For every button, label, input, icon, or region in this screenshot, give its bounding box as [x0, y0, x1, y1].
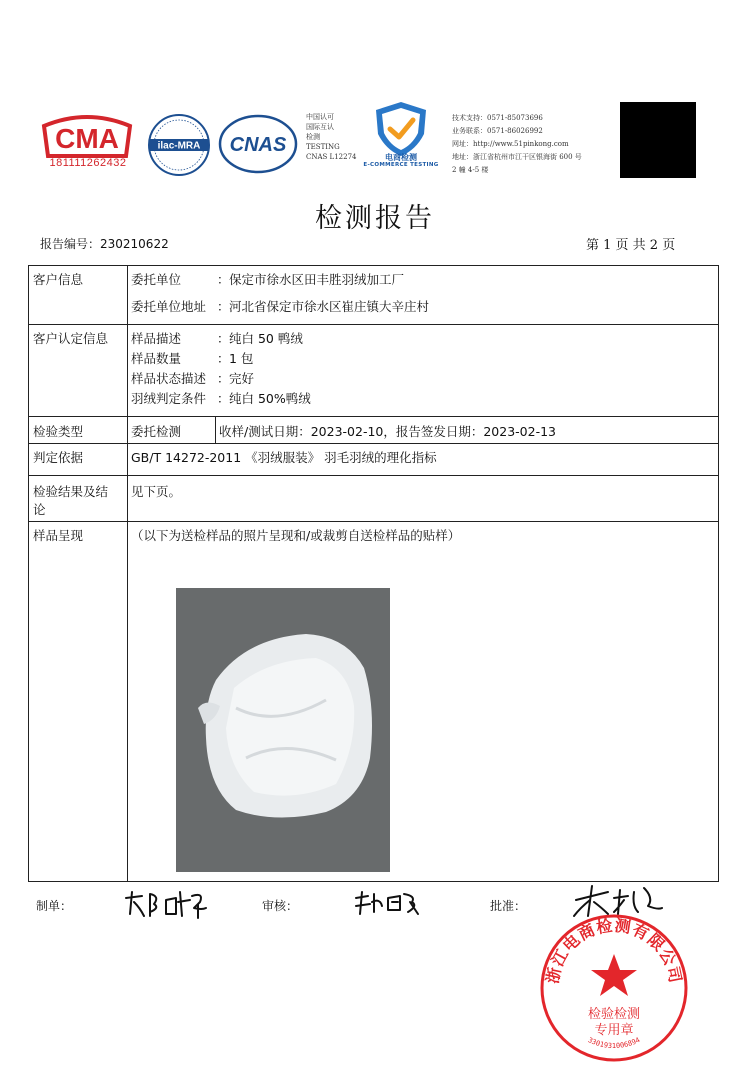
column-divider: [215, 416, 216, 443]
down-criteria-colon: ：: [217, 391, 230, 406]
row-divider: [29, 324, 718, 325]
row-divider: [29, 521, 718, 522]
client-address-label: 委托单位地址: [131, 299, 207, 314]
contact-info: [452, 112, 582, 177]
sample-photo: [176, 588, 390, 872]
client-address-colon: ：: [217, 299, 230, 314]
cma-code: 181111262432: [49, 157, 127, 169]
inspection-type-label: 检验类型: [33, 424, 84, 439]
cert-line: CNAS L12274: [306, 153, 357, 161]
sample-condition-colon: ：: [217, 371, 230, 386]
reviewed-by-signature: [352, 888, 422, 918]
client-name-colon: ：: [217, 272, 230, 287]
inspection-type-value: 委托检测: [131, 424, 182, 439]
basis-value: GB/T 14272-2011 《羽绒服装》 羽毛羽绒的理化指标: [131, 450, 437, 465]
company-seal: [538, 912, 690, 1064]
approved-by-label: 批准：: [490, 899, 527, 913]
prepared-by-label: 制单：: [36, 899, 73, 913]
contact-line: 地址：浙江省杭州市江干区银海街 600 号: [452, 153, 582, 161]
client-name-value: 保定市徐水区田丰胜羽绒加工厂: [229, 272, 405, 287]
accreditation-text: [306, 112, 356, 162]
sample-description-label: 样品描述: [131, 331, 182, 346]
cert-line: 国际互认: [306, 123, 334, 131]
ecommerce-testing-en: E-COMMERCE TESTING: [363, 162, 439, 168]
cnas-logo: [218, 114, 298, 174]
client-confirmed-label: 客户认定信息: [33, 331, 109, 346]
report-title: 检测报告: [315, 203, 435, 234]
basis-label: 判定依据: [33, 450, 84, 465]
reviewed-by-label: 审核：: [262, 899, 299, 913]
seal-company-name: 浙江电商检测有限公司: [542, 915, 686, 986]
client-address-value: 河北省保定市徐水区崔庄镇大辛庄村: [229, 299, 430, 314]
cert-line: TESTING: [306, 143, 340, 151]
sample-quantity-value: 1 包: [229, 351, 254, 366]
column-divider: [127, 266, 128, 881]
sample-condition-label: 样品状态描述: [131, 371, 207, 386]
sample-view-note: （以下为送检样品的照片呈现和/或裁剪自送检样品的贴样）: [131, 528, 461, 543]
sample-condition-value: 完好: [229, 371, 255, 386]
down-criteria-label: 羽绒判定条件: [131, 391, 207, 406]
sample-quantity-label: 样品数量: [131, 351, 182, 366]
ecommerce-testing-cn: 电商检测: [385, 153, 417, 162]
client-name-label: 委托单位: [131, 272, 182, 287]
conclusion-value: 见下页。: [131, 484, 182, 499]
row-divider: [29, 416, 718, 417]
row-divider: [29, 475, 718, 476]
cert-line: 中国认可: [306, 113, 334, 121]
sample-description-value: 纯白 50 鸭绒: [229, 331, 303, 346]
conclusion-label-line2: 论: [33, 502, 46, 517]
sample-view-label: 样品呈现: [33, 528, 84, 543]
cnas-text: CNAS: [229, 134, 287, 156]
seal-center-line1: 检验检测: [587, 1007, 641, 1022]
ecommerce-testing-shield-icon: [366, 100, 436, 158]
sample-description-colon: ：: [217, 331, 230, 346]
report-number: 报告编号：230210622: [40, 237, 169, 251]
client-info-label: 客户信息: [33, 272, 84, 287]
svg-text:3301931006894: [587, 1036, 642, 1050]
conclusion-label-line1: 检验结果及结: [33, 484, 109, 499]
sample-quantity-colon: ：: [217, 351, 230, 366]
page-number: 第 1 页 共 2 页: [586, 238, 676, 253]
cert-line: 检测: [306, 133, 320, 141]
down-criteria-value: 纯白 50%鸭绒: [229, 391, 311, 406]
seal-center-line2: 专用章: [594, 1023, 634, 1038]
seal-number: 3301931006894: [586, 1036, 642, 1051]
qr-code: [620, 102, 696, 178]
row-divider: [29, 443, 718, 444]
ilac-mra-logo: [146, 112, 212, 178]
seal-star-icon: [591, 954, 637, 996]
contact-line: 业务联系：0571-86026992: [452, 127, 543, 135]
inspection-dates: 收样/测试日期：2023-02-10，报告签发日期：2023-02-13: [219, 424, 557, 439]
contact-line: 技术支持：0571-85073696: [452, 114, 543, 122]
contact-line: 2 幢 4-5 楼: [452, 166, 489, 174]
prepared-by-signature: [120, 886, 210, 920]
ilac-mra-text: ilac-MRA: [157, 140, 201, 152]
cma-logo-text: CMA: [55, 123, 119, 154]
contact-line: 网址：http://www.51pinkong.com: [452, 140, 569, 148]
